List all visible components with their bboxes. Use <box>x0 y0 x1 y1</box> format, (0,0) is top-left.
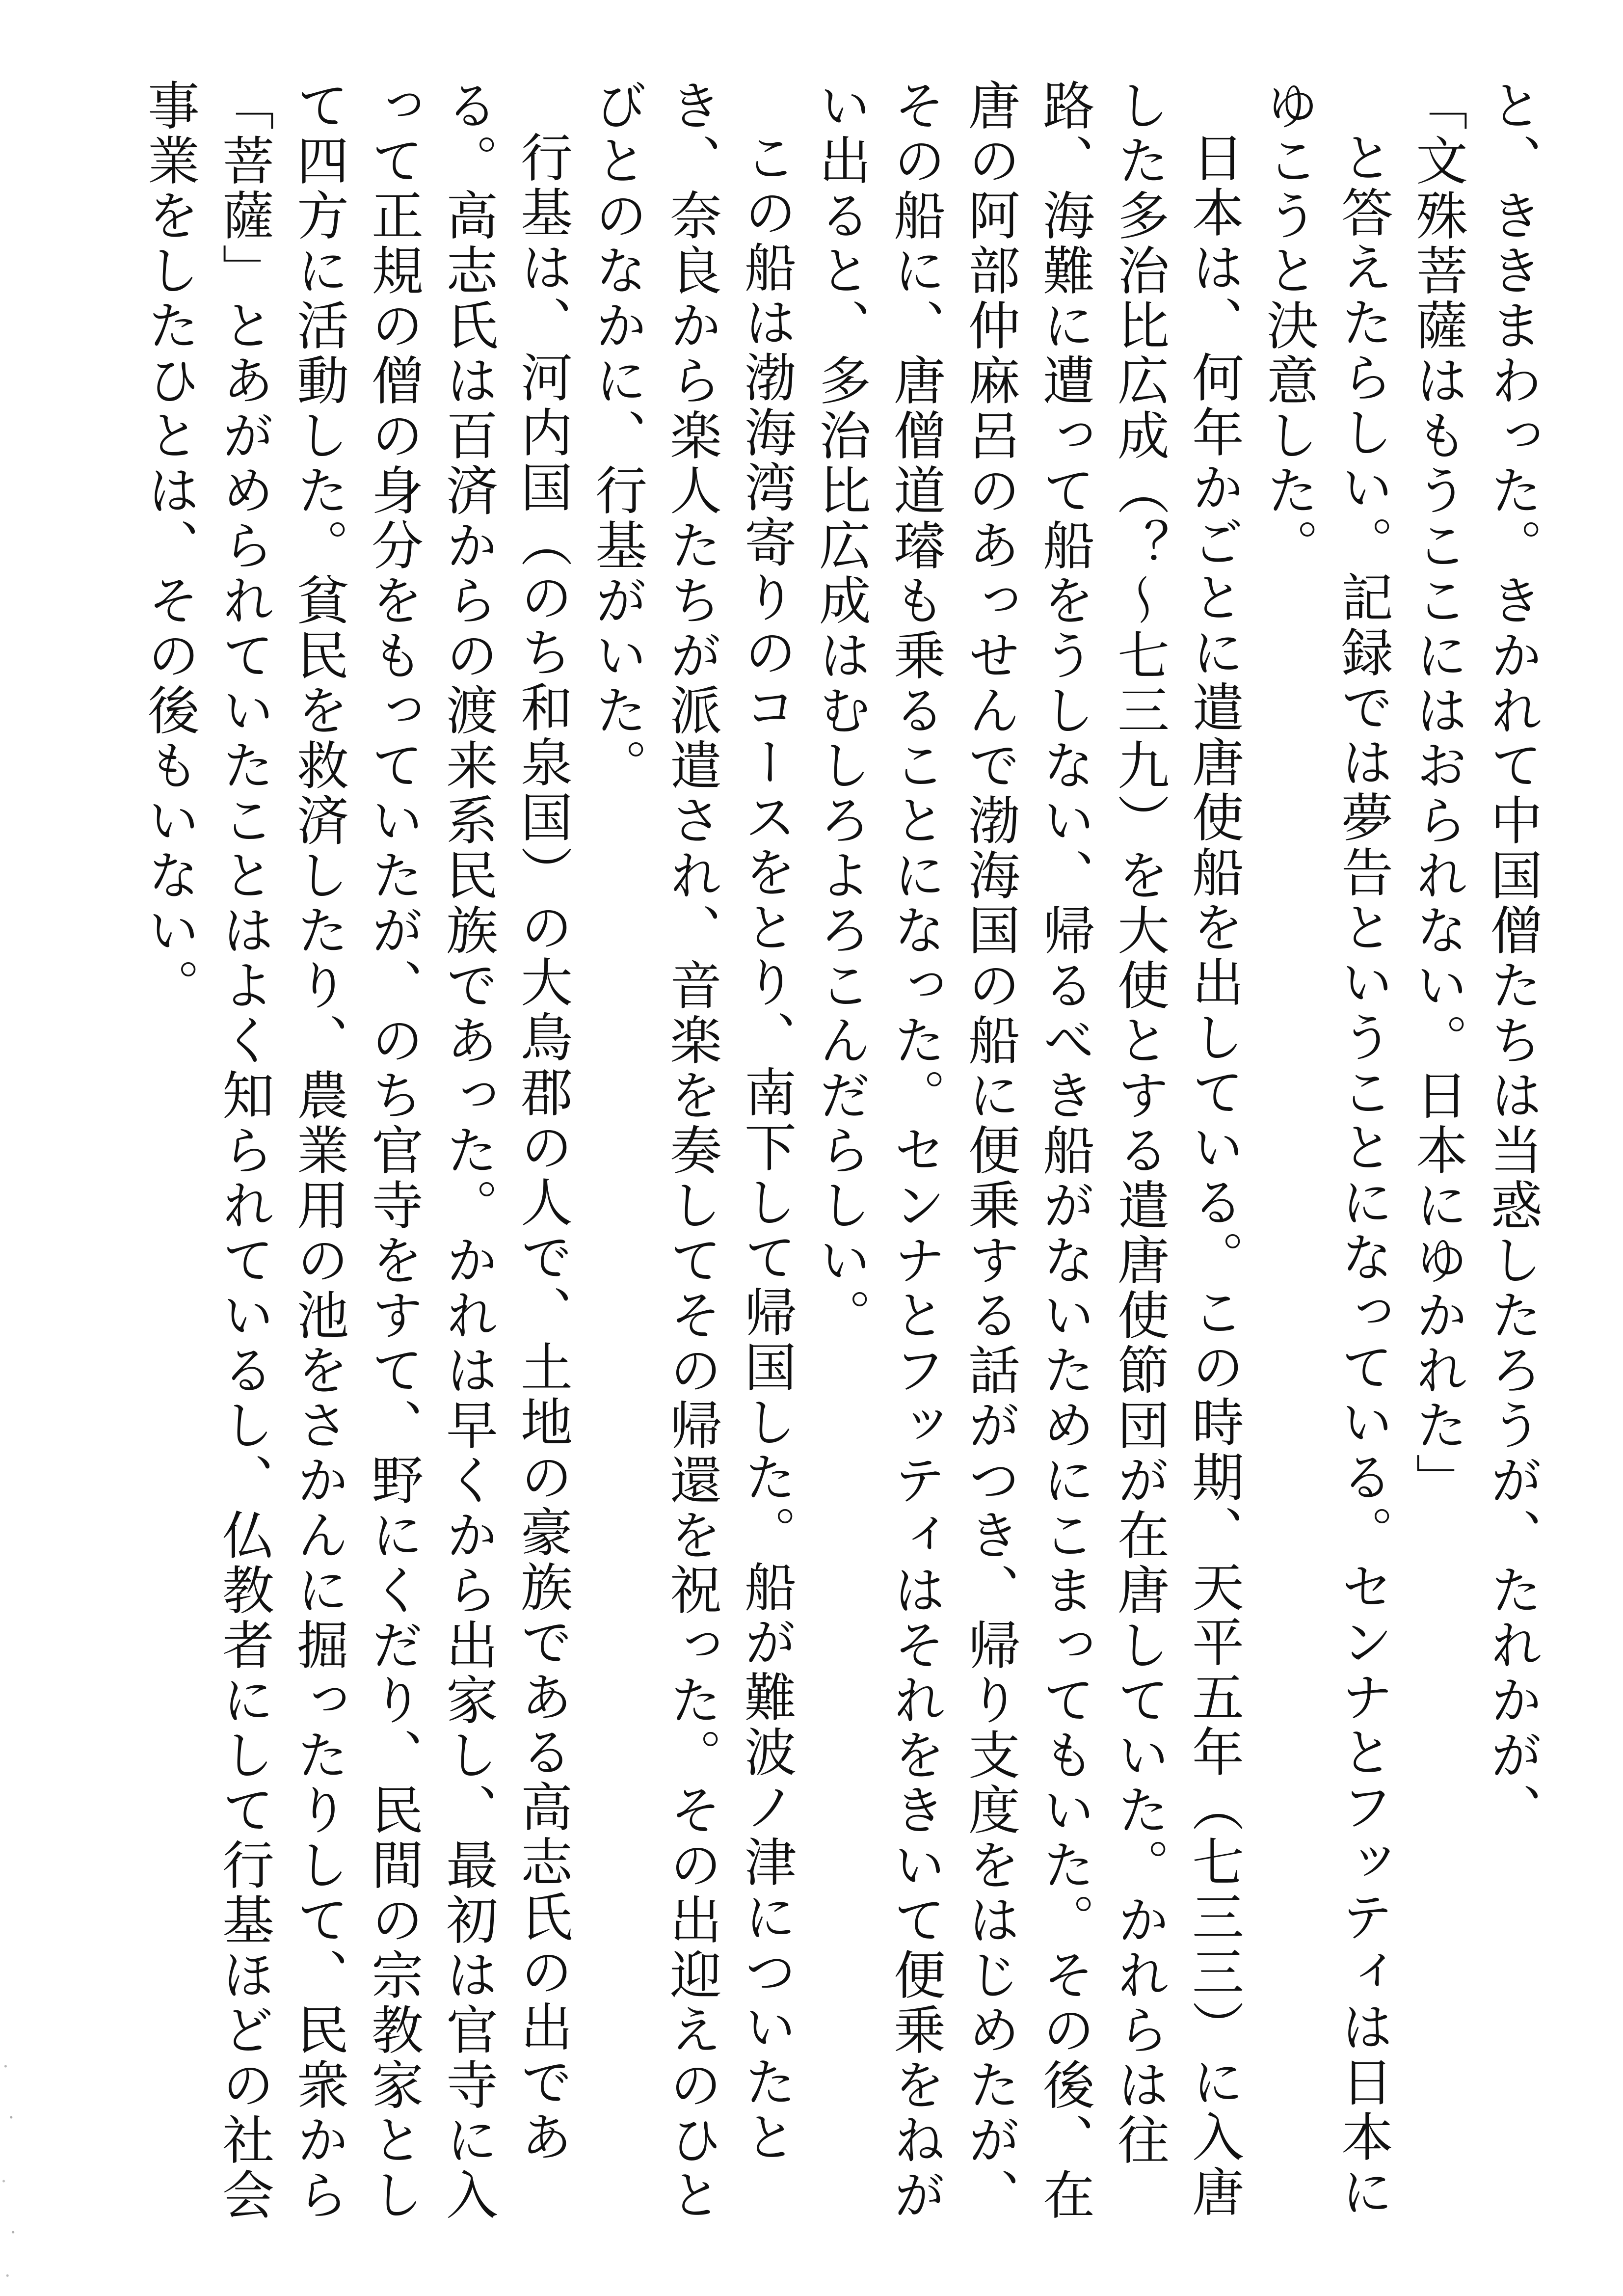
vertical-text-block <box>57 79 1549 2248</box>
scan-edge-speckle <box>0 2041 19 2296</box>
paragraph-5: この船は渤海湾寄りのコースをとり、南下して帰国した。船が難波ノ津についたとき、奈良から楽人たちが派遣され、音楽を奏してその帰還を祝った。その出迎えのひとびとのなかに、行基がいた。 <box>587 79 797 2223</box>
paragraph-2-quote: 「文殊菩薩はもうここにはおられない。日本にゆかれた」 <box>1408 79 1468 1508</box>
paragraph-6: 行基は、河内国（のち和泉国）の大鳥郡の人で、土地の豪族である高志氏の出である。高志氏は百済からの渡来系民族であった。かれは早くから出家し、最初は官寺に入って正規の僧の身分をもっていたが、のち官寺をすて、野にくだり、民間の宗教家として四方に活動した。貧民を救済したり、農業用の池をさかんに掘ったりして、民衆から「菩薩」とあがめられていたことはよく知られているし、仏教者にして行基ほどの社会事業をしたひとは、その後もいない。 <box>139 79 573 2223</box>
paragraph-3: と答えたらしい。記録では夢告ということになっている。センナとフッティは日本にゆこうと決意した。 <box>1258 79 1393 2220</box>
paragraph-1: と、ききまわった。きかれて中国僧たちは当惑したろうが、たれかが、 <box>1482 79 1543 1838</box>
paragraph-4: 日本は、何年かごとに遣唐使船を出している。この時期、天平五年（七三三）に入唐した多治比広成（？～七三九）を大使とする遣唐使節団が在唐していた。かれらは往路、海難に遭って船をうしない、帰るべき船がないためにこまってもいた。その後、在唐の阿部仲麻呂のあっせんで渤海国の船に便乗する話がつき、帰り支度をはじめたが、その船に、唐僧道璿も乗ることになった。センナとフッティはそれをきいて便乗をねがい出ると、多治比広成はむしろよろこんだらしい。 <box>811 79 1244 2223</box>
